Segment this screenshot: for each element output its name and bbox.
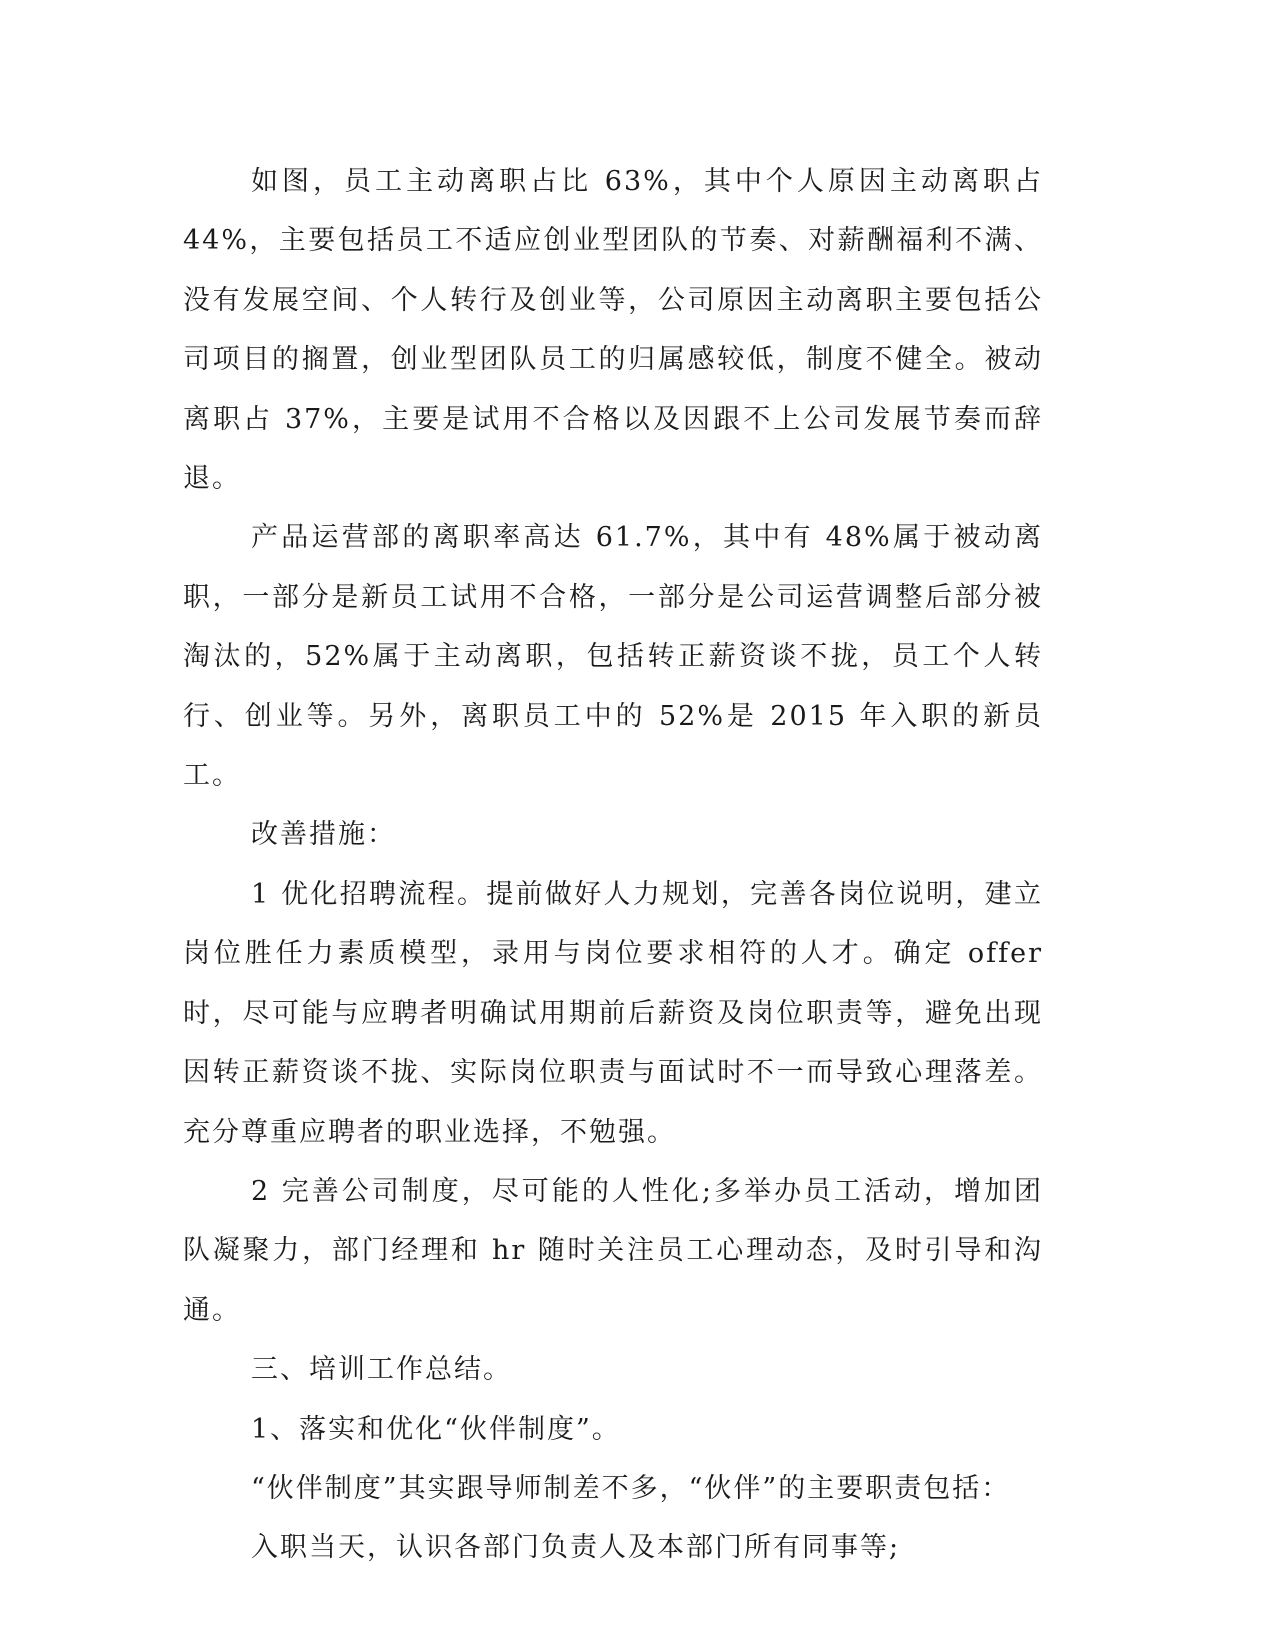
paragraph-measure-2: 2 完善公司制度，尽可能的人性化;多举办员工活动，增加团队凝聚力，部门经理和 hr 随时关注员工心理动态，及时引导和沟通。 <box>183 1175 1043 1326</box>
paragraph-turnover-analysis: 如图，员工主动离职占比 63%，其中个人原因主动离职占 44%，主要包括员工不适应创业型团队的节奏、对薪酬福利不满、没有发展空间、个人转行及创业等，公司原因主动离职主要包括公司项目的搁置，创业型团队员工的归属感较低，制度不健全。被动离职占 37%，主要是试用不合格以及因跟不上公司发展节奏而辞退。 <box>183 166 1043 495</box>
paragraph-partner-duties: “伙伴制度”其实跟导师制差不多，“伙伴”的主要职责包括： <box>251 1472 1011 1504</box>
subheading-partner-system: 1、落实和优化“伙伴制度”。 <box>251 1413 621 1445</box>
paragraph-first-day: 入职当天，认识各部门负责人及本部门所有同事等; <box>251 1532 901 1564</box>
paragraph-improvement-heading: 改善措施： <box>251 819 396 851</box>
section-heading-training: 三、培训工作总结。 <box>251 1354 512 1386</box>
paragraph-product-ops-turnover: 产品运营部的离职率高达 61.7%，其中有 48%属于被动离职，一部分是新员工试用不合格，一部分是公司运营调整后部分被淘汰的，52%属于主动离职，包括转正薪资谈不拢，员工个人转行、创业等。另外，离职员工中的 52%是 2015 年入职的新员工。 <box>183 522 1043 792</box>
paragraph-measure-1: 1 优化招聘流程。提前做好人力规划，完善各岗位说明，建立岗位胜任力素质模型，录用与岗位要求相符的人才。确定 offer 时，尽可能与应聘者明确试用期前后薪资及岗位职责等，避免出现因转正薪资谈不拢、实际岗位职责与面试时不一而导致心理落差。充分尊重应聘者的职业选择，不勉强。 <box>183 878 1043 1148</box>
document-body <box>183 152 1043 1578</box>
